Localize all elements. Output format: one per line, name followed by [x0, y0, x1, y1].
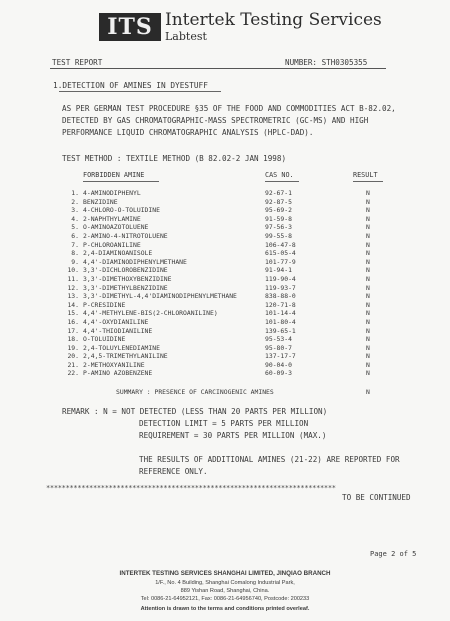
- remark-line-3: REQUIREMENT = 30 PARTS PER MILLION (MAX.): [139, 431, 327, 440]
- summary-label: SUMMARY : PRESENCE OF CARCINOGENIC AMINES: [116, 388, 274, 396]
- table-row: [65, 275, 395, 284]
- summary-result: N: [366, 388, 370, 396]
- to-be-continued: TO BE CONTINUED: [342, 493, 411, 502]
- procedure-line-2: DETECTED BY GAS CHROMATOGRAPHIC-MASS SPECTROMETRIC (GC-MS) AND HIGH: [62, 116, 369, 125]
- result-value: N: [366, 214, 370, 223]
- cas-number: 95-80-7: [265, 343, 292, 352]
- page-number: Page 2 of 5: [370, 550, 417, 558]
- row-number: 19.: [67, 343, 79, 352]
- footer-address-1: 1/F., No. 4 Building, Shanghai Comalong Industrial Park,: [155, 580, 295, 586]
- amine-name: P-AMINO AZOBENZENE: [83, 369, 153, 378]
- cas-number: 91-59-8: [265, 214, 292, 223]
- result-value: N: [366, 197, 370, 206]
- report-label: TEST REPORT: [52, 58, 103, 67]
- table-row: [65, 344, 395, 353]
- row-number: 7.: [71, 240, 79, 249]
- section-underline: [59, 91, 221, 92]
- row-number: 3.: [71, 206, 79, 215]
- row-number: 22.: [67, 369, 79, 378]
- footer-contact: Tel: 0086-21-64952121, Fax: 0086-21-64956740, Postcode: 200233: [140, 596, 310, 602]
- amine-name: 2,4-TOLUYLENEDIAMINE: [83, 343, 160, 352]
- row-number: 5.: [71, 223, 79, 232]
- table-row: [65, 206, 395, 215]
- header-amine: FORBIDDEN AMINE: [83, 171, 145, 179]
- remark-line-1: REMARK : N = NOT DETECTED (LESS THAN 20 PARTS PER MILLION): [62, 407, 328, 416]
- table-row: [65, 318, 395, 327]
- result-value: N: [366, 352, 370, 361]
- cas-number: 91-94-1: [265, 266, 292, 275]
- row-number: 2.: [71, 197, 79, 206]
- table-row: [65, 258, 395, 267]
- amine-name: 4,4'-METHYLENE-BIS(2-CHLOROANILINE): [83, 309, 218, 318]
- header-cas-underline: [265, 181, 299, 182]
- cas-number: 92-87-5: [265, 197, 292, 206]
- row-number: 6.: [71, 231, 79, 240]
- cas-number: 60-09-3: [265, 369, 292, 378]
- intertek-logo: [99, 12, 382, 42]
- table-row: [65, 232, 395, 241]
- header-amine-underline: [83, 181, 159, 182]
- amine-name: 2-AMINO-4-NITROTOLUENE: [83, 231, 168, 240]
- amine-name: P-CHLOROANILINE: [83, 240, 141, 249]
- result-value: N: [366, 283, 370, 292]
- row-number: 15.: [67, 309, 79, 318]
- amine-name: 3,3'-DIMETHYL-4,4'DIAMINODIPHENYLMETHANE: [83, 292, 237, 301]
- amine-name: 2-NAPHTHYLAMINE: [83, 214, 141, 223]
- result-value: N: [366, 257, 370, 266]
- cas-number: 99-55-8: [265, 231, 292, 240]
- table-row: [65, 301, 395, 310]
- amine-name: 4,4'-THIODIANILINE: [83, 326, 153, 335]
- table-row: [65, 284, 395, 293]
- table-row: [65, 198, 395, 207]
- table-row: [65, 249, 395, 258]
- table-row: [65, 241, 395, 250]
- procedure-line-3: PERFORMANCE LIQUID CHROMATOGRAPHIC ANALYSIS (HPLC-DAD).: [62, 128, 314, 137]
- cas-number: 95-69-2: [265, 206, 292, 215]
- row-number: 14.: [67, 300, 79, 309]
- result-value: N: [366, 309, 370, 318]
- result-value: N: [366, 369, 370, 378]
- amine-name: BENZIDINE: [83, 197, 118, 206]
- cas-number: 139-65-1: [265, 326, 296, 335]
- result-value: N: [366, 249, 370, 258]
- section-title: 1.DETECTION OF AMINES IN DYESTUFF: [53, 81, 208, 90]
- row-number: 17.: [67, 326, 79, 335]
- amine-name: P-CRESIDINE: [83, 300, 126, 309]
- cas-number: 101-77-9: [265, 257, 296, 266]
- cas-number: 92-67-1: [265, 189, 292, 197]
- cas-number: 120-71-8: [265, 300, 296, 309]
- table-body: [65, 189, 395, 378]
- cas-number: 119-93-7: [265, 283, 296, 292]
- amine-name: 2,4-DIAMINOANISOLE: [83, 249, 153, 258]
- table-row: [65, 369, 395, 378]
- footer-notice: Attention is drawn to the terms and conditions printed overleaf.: [140, 606, 310, 612]
- result-value: N: [366, 300, 370, 309]
- cas-number: 90-04-0: [265, 360, 292, 369]
- amine-name: 2,4,5-TRIMETHYLANILINE: [83, 352, 168, 361]
- row-number: 8.: [71, 249, 79, 258]
- cas-number: 615-05-4: [265, 249, 296, 258]
- result-value: N: [366, 343, 370, 352]
- result-value: N: [366, 326, 370, 335]
- row-number: 12.: [67, 283, 79, 292]
- row-number: 16.: [67, 317, 79, 326]
- division-name: Labtest: [165, 30, 207, 43]
- row-number: 18.: [67, 335, 79, 344]
- result-value: N: [366, 292, 370, 301]
- row-number: 4.: [71, 214, 79, 223]
- cas-number: 119-90-4: [265, 274, 296, 283]
- remark-line-5: REFERENCE ONLY.: [139, 467, 208, 476]
- cas-number: 97-56-3: [265, 223, 292, 232]
- row-number: 13.: [67, 292, 79, 301]
- test-method: TEST METHOD : TEXTILE METHOD (B 82.02-2 JAN 1998): [62, 154, 287, 163]
- result-value: N: [366, 189, 370, 197]
- table-row: [65, 309, 395, 318]
- header-result-underline: [353, 181, 383, 182]
- amine-name: 4-AMINODIPHENYL: [83, 189, 141, 197]
- cas-number: 101-14-4: [265, 309, 296, 318]
- procedure-line-1: AS PER GERMAN TEST PROCEDURE §35 OF THE FOOD AND COMMODITIES ACT B-82.02,: [62, 104, 396, 113]
- amine-name: 4,4'-OXYDIANILINE: [83, 317, 149, 326]
- header-rule: [50, 68, 386, 69]
- result-value: N: [366, 317, 370, 326]
- result-value: N: [366, 223, 370, 232]
- result-value: N: [366, 360, 370, 369]
- result-value: N: [366, 274, 370, 283]
- cas-number: 106-47-8: [265, 240, 296, 249]
- amine-name: 2-METHOXYANILINE: [83, 360, 145, 369]
- cas-number: 838-88-0: [265, 292, 296, 301]
- cas-number: 95-53-4: [265, 335, 292, 344]
- footer-company: INTERTEK TESTING SERVICES SHANGHAI LIMITED, JINQIAO BRANCH: [119, 570, 331, 577]
- amine-name: 3,3'-DICHLOROBENZIDINE: [83, 266, 168, 275]
- remark-line-2: DETECTION LIMIT = 5 PARTS PER MILLION: [139, 419, 309, 428]
- amine-name: 4,4'-DIAMINODIPHENYLMETHANE: [83, 257, 187, 266]
- company-name: Intertek Testing Services: [165, 10, 382, 30]
- result-value: N: [366, 231, 370, 240]
- row-number: 1.: [71, 189, 79, 197]
- row-number: 20.: [67, 352, 79, 361]
- row-number: 21.: [67, 360, 79, 369]
- table-row: [65, 327, 395, 336]
- amine-name: 3,3'-DIMETHYLBENZIDINE: [83, 283, 168, 292]
- table-row: [65, 223, 395, 232]
- amine-name: O-AMINOAZOTOLUENE: [83, 223, 149, 232]
- its-logo-mark: ITS: [99, 13, 161, 41]
- amine-name: 4-CHLORO-O-TOLUIDINE: [83, 206, 160, 215]
- report-number: NUMBER: STH0305355: [285, 58, 368, 67]
- result-value: N: [366, 240, 370, 249]
- result-value: N: [366, 206, 370, 215]
- footer-address-2: 889 Yishan Road, Shanghai, China.: [180, 588, 270, 594]
- remark-line-4: THE RESULTS OF ADDITIONAL AMINES (21-22) ARE REPORTED FOR: [139, 455, 400, 464]
- cas-number: 137-17-7: [265, 352, 296, 361]
- header-result: RESULT: [353, 171, 378, 179]
- table-row: [65, 361, 395, 370]
- amine-name: 3,3'-DIMETHOXYBENZIDINE: [83, 274, 172, 283]
- header-cas: CAS NO.: [265, 171, 294, 179]
- table-row: [65, 335, 395, 344]
- row-number: 10.: [67, 266, 79, 275]
- table-row: [65, 215, 395, 224]
- row-number: 9.: [71, 257, 79, 266]
- amine-name: O-TOLUIDINE: [83, 335, 126, 344]
- result-value: N: [366, 335, 370, 344]
- result-value: N: [366, 266, 370, 275]
- table-row: [65, 266, 395, 275]
- row-number: 11.: [67, 274, 79, 283]
- table-row: [65, 292, 395, 301]
- separator-line: **************************************************************************: [46, 484, 336, 492]
- table-row: [65, 189, 395, 198]
- table-row: [65, 352, 395, 361]
- cas-number: 101-80-4: [265, 317, 296, 326]
